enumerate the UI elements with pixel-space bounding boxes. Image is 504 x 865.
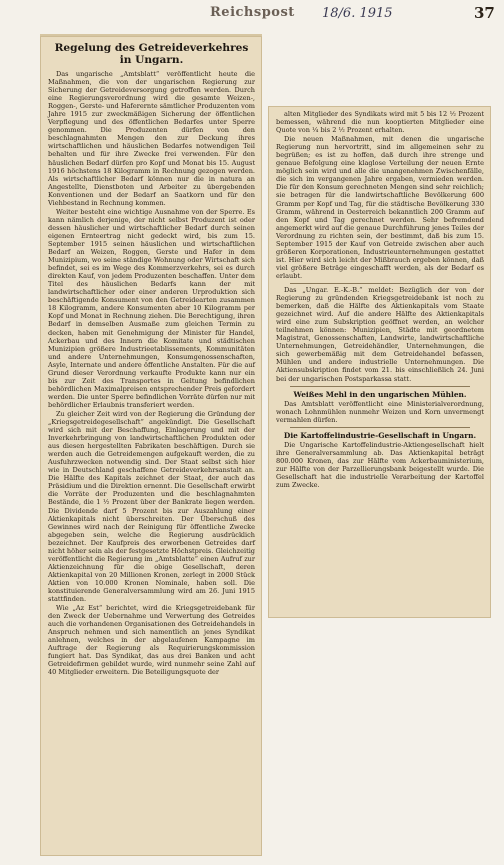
section-divider [290,386,470,387]
article-paragraph: Wie „Az Est“ berichtet, wird die Kriegsgetreidebank für den Zweck der Uebernahme und Verwertung des Getreides auch die vorhandenen Organisationen des Getreidehandels in Anspruch nehmen und sich namentlich an jenes Syndikat anlehnen, welches in der abgelaufenen Kampagne im Auftrage der Regierung als Requirierungskommission fungiert hat. Das Syndikat, das aus drei Banken und acht Getreidefirmen gebildet wurde, wird nunmehr seine Zahl auf 40 Mitglieder erweitern. Die Beteiligungsquote der [48,604,255,677]
flour-paragraph: Das Amtsblatt veröffentlicht eine Ministerialverordnung, wonach Lohnmühlen nunmehr Weizen und Korn unvermengt vermahlen dürfen. [276,399,484,424]
article-column-left-body [40,36,262,681]
article-paragraph: Das ungarische „Amtsblatt“ veröffentlicht heute die Maßnahmen, die von der ungarischen Regierung zur Sicherung der Getreideversorgung getroffen werden. Durch eine Regierungsverordnung wird die gesamte Weizen-, Roggen-, Gerste- und Haferernte sämtlicher Produzenten vom Jahre 1915 zur zweckmäßigen Sicherung der öffentlichen Verpflegung und des öffentlichen Bedarfes unter Sperre genommen. Die Produzenten dürfen von den beschlagnahmten Mengen den zur Deckung ihres wirtschaftlichen und häuslichen Bedarfes notwendigen Teil behalten und für ihre Zwecke frei verwenden. Für den häuslichen Bedarf dürfen pro Kopf und Monat bis 15. August 1916 höchstens 18 Kilogramm in Rechnung gezogen werden. Als wirtschaftlicher Bedarf können nur die in natura an Angestellte, Dienstboten und Arbeiter zu übergebenden Konventionen und der Bedarf an Saatkorn und für den Viehbestand in Rechnung kommen. [48,70,255,207]
handwritten-date: 18/6. 1915 [322,6,393,21]
paper-name: Reichspost [210,5,295,20]
section-divider [290,283,470,284]
bank-notice-paragraph: Das „Ungar. E.-K.-B.“ meldet: Bezüglich der von der Regierung zu gründenden Kriegsgetreidebank ist noch zu bemerken, daß die Hälfte des Aktienkapitals vom Staate gezeichnet wird. Auf die andere Hälfte des Aktienkapitals wird eine zum Subskription geöffnet werden, an welcher teilnehmen können: Munizipien, Städte mit geordnetem Magistrat, Genossenschaften, Landwirte, landwirtschaftliche Unternehmungen, Getreidehändler, Unternehmungen, die sich gewerbemäßig mit dem Getreidehandel befassen, Mühlen und andere industrielle Unternehmungen. Die Aktiensubskription findet vom 21. bis einschließlich 24. Juni bei der ungarischen Postsparkassa statt. [276,285,484,383]
page-number: 37 [474,4,495,22]
article-column-right-body [268,106,491,493]
potato-subheading: Die Kartoffelindustrie-Gesellschaft in Ungarn. [283,430,477,440]
masthead [0,0,504,34]
article-paragraph: Weiter besteht eine wichtige Ausnahme von der Sperre. Es kann nämlich derjenige, der nicht selbst Produzent ist oder dessen häuslicher und wirtschaftlicher Bedarf durch seinen eigenen Ernteertrag nicht gedeckt wird, bis zum 15. September 1915 seinen häuslichen und wirtschaftlichen Bedarf an Weizen, Roggen, Gerste und Hafer in dem Munizipium, wo seine ständige Wohnung oder Wirtschaft sich befindet, sei es im Wege des Kommerzverkehrs, sei es durch direkten Kauf, von jedem Produzenten beschaffen. Unter dem Titel des häuslichen Bedarfs kann der mit landwirtschaftlicher oder einer anderen Urproduktion sich beschäftigende Konsument von den Getreidearten zusammen 18 Kilogramm, andere Konsumenten aber 10 Kilogramm per Kopf und Monat in Rechnung ziehen. Die Berechtigung, ihren Bedarf in demselben Ausmaße zum gleichen Termin zu decken, haben mit Genehmigung der Minister für Handel, Ackerbau und des Innern die Komitate und städtischen Munizipien größere Industrieetablissements, Kommunitäten und andere Unternehmungen, Konsumgenossenschaften, Asyle, Internate und andere öffentliche Anstalten. Für die auf Grund dieser Verordnung verkaufte Produkte kann nur ein bis zur Zeit des Transportes in Geltung befindlichen behördlichen Maximalpreisen entsprechender Preis gefordert werden. Die unter Sperre befindlichen Vorräte dürfen nur mit behördlicher Erlaubnis transferiert werden. [48,207,255,409]
article-column-left [40,36,262,856]
article-paragraph: alten Mitglieder des Syndikats wird mit 5 bis 12 ½ Prozent bemessen, während die nun kooptierten Mitglieder eine Quote von ¼ bis 2 ½ Prozent erhalten. [276,110,484,135]
article-paragraph: Die neuen Maßnahmen, mit denen die ungarische Regierung nun hervortritt, sind im allgemeinen sehr zu begrüßen; es ist zu hoffen, daß durch ihre strenge und genaue Befolgung eine klaglose Verteilung der neuen Ernte möglich sein wird und alle die unangenehmen Zwischenfälle, die sich im vergangenen Jahre ergaben, vermieden werden. Die für den Konsum gerechneten Mengen sind sehr reichlich; sie betragen für die landwirtschaftliche Bevölkerung 600 Gramm per Kopf und Tag, für die städtische Bevölkerung 330 Gramm, während in Oesterreich bekanntlich 200 Gramm auf den Kopf und Tag gerechnet werden. Sehr befremdend angemerkt wird auf die genaue Durchführung jenes Teiles der Verordnung zu richten sein, der bestimmt, daß bis zum 15. September 1915 der Kauf von Getreide zwischen aber auch größeren Korporationen, Industrieunternehmungen gestattet ist. Hier wird sich leicht der Mißbrauch ergeben können, daß viel größere Beträge eingeschafft werden, als der Bedarf es erlaubt. [276,135,484,280]
flour-subheading: Weißes Mehl in den ungarischen Mühlen. [293,389,467,399]
section-divider [290,427,470,428]
potato-paragraph: Die Ungarische Kartoffelindustrie-Aktiengesellschaft hielt ihre Generalversammlung ab. Das Aktienkapital beträgt 800.000 Kronen, das zur Hälfte vom Ackerbauministerium, zur Hälfte von der Parzellierungsbank beigestellt wurde. Die Gesellschaft hat die industrielle Verarbeitung der Kartoffel zum Zwecke. [276,440,484,489]
article-paragraph: Zu gleicher Zeit wird von der Regierung die Gründung der „Kriegsgetreidegesellschaft“ angekündigt. Die Gesellschaft wird sich mit der Beschaffung, Einlagerung und mit der Inverkehrbringung von landwirtschaftlichen Produkten oder aus diesen hergestellten Fabrikaten beschäftigen. Durch sie werden auch die Getreidemengen aufgekauft werden, die zu Ausfuhrzwecken notwendig sind. Der Staat selbst sich hier wie in Deutschland geschaffene Getreideverkehrsanstalt an. Die Hälfte des Kapitals zeichnet der Staat, der auch das Präsidium und die Direktion ernennt. Die Gesellschaft erwirbt die Vorräte der Produzenten und die beschlagnahmten Bestände, die 1 ½ Prozent über der Bankrate liegen werden. Die Dividende darf 5 Prozent bis zur Auszahlung einer Aktienkapitals nicht überschreiten. Der Überschuß des Gewinnes wird nach der Reinigung für öffentliche Zwecke abgegeben sein, welche die Regierung ausdrücklich bezeichnet. Der Kaufpreis des erworbenen Getreides darf nicht höher sein als der festgesetzte Höchstpreis. Gleichzeitig veröffentlicht die Regierung im „Amtsblatte“ einen Aufruf zur Aktienzeichnung für die obige Gesellschaft, deren Aktienkapital von 20 Millionen Kronen, zerlegt in 2000 Stück Aktien von 10.000 Kronen Nominale, haben soll. Die konstituierende Generalversammlung wird am 26. Juni 1915 stattfinden. [48,409,255,604]
article-headline: Regelung des Getreideverkehres in Ungarn. [54,42,249,66]
article-column-right [268,106,491,618]
